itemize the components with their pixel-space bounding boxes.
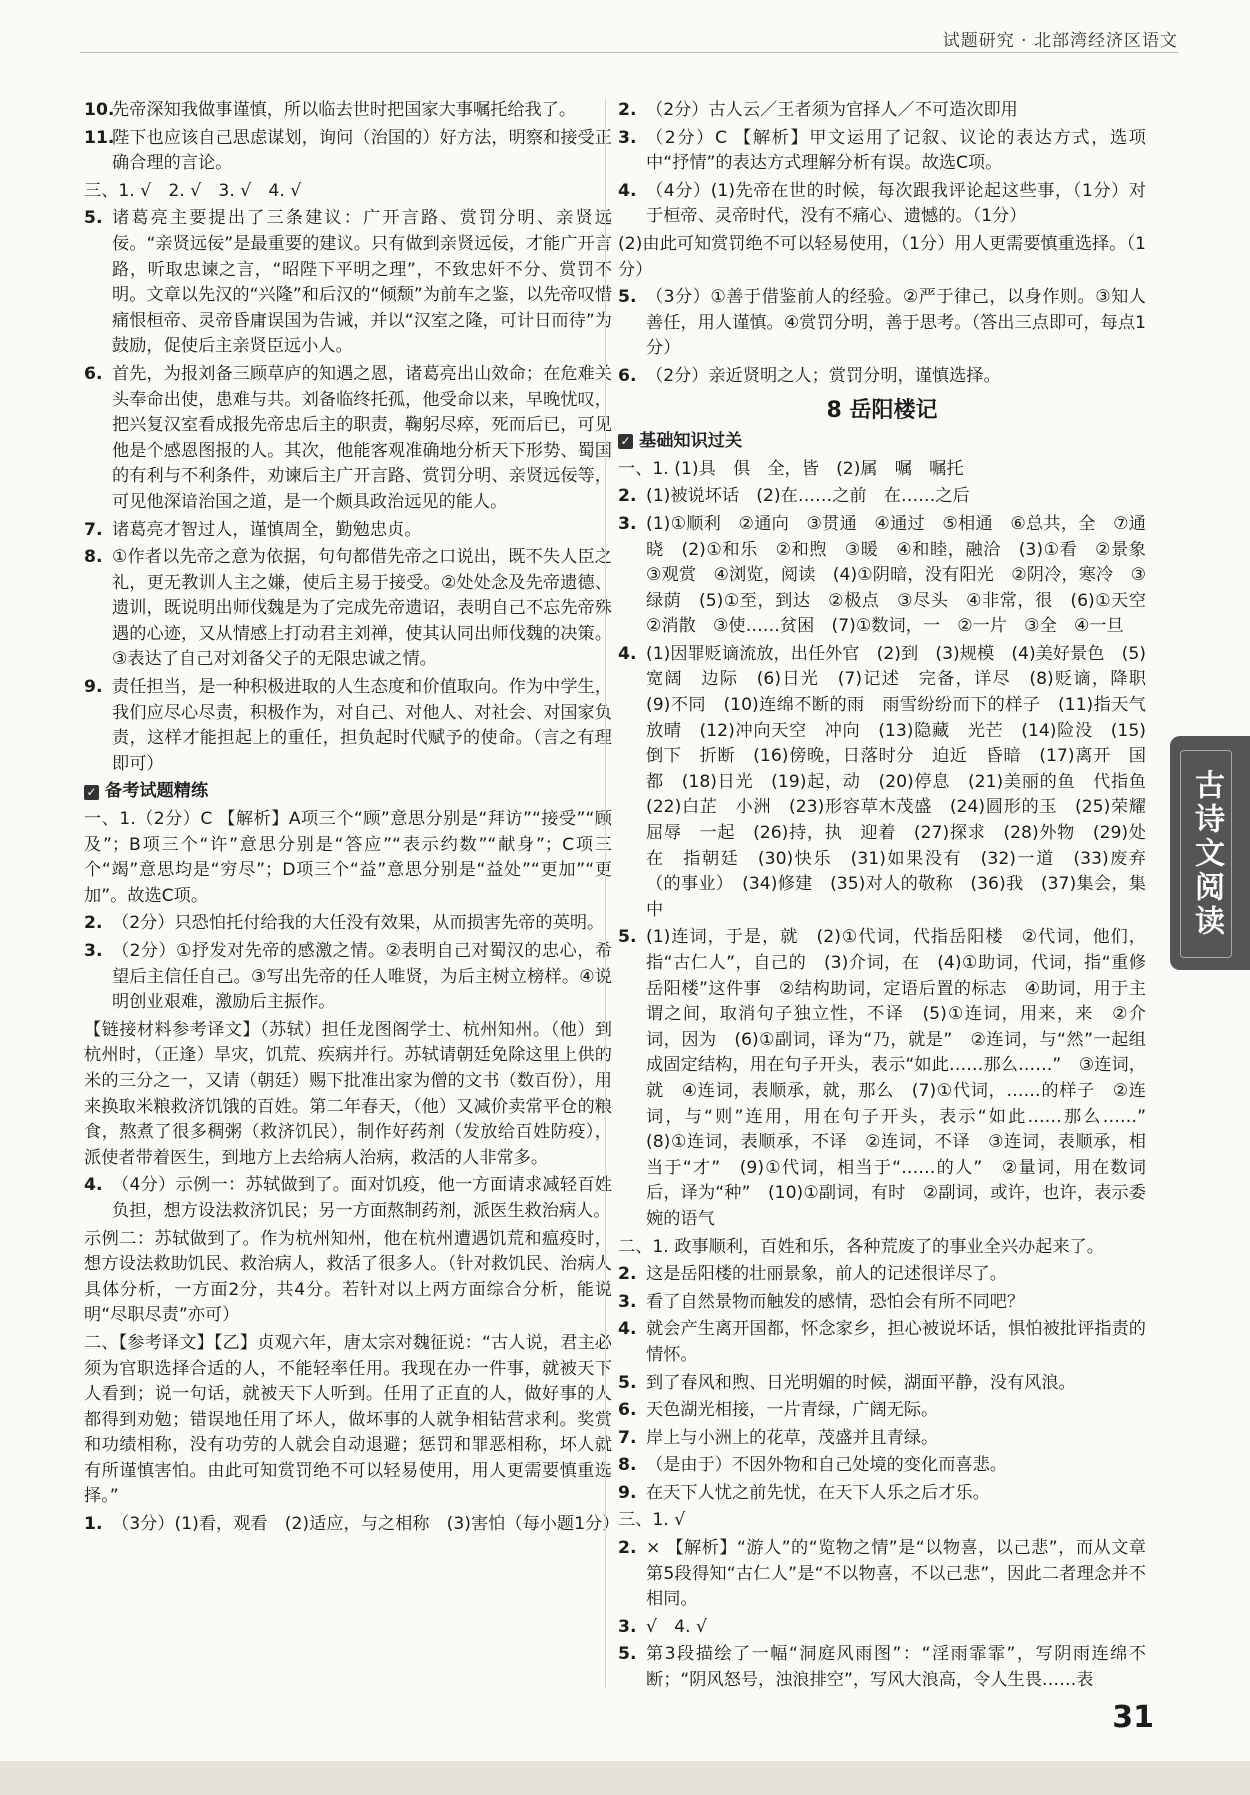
item-text: 一、1. (1)具 俱 全，皆 (2)属 嘱 嘱托 bbox=[618, 458, 964, 479]
answer-item bbox=[618, 1426, 1146, 1452]
item-number: 3. bbox=[618, 1616, 637, 1637]
answer-item bbox=[618, 364, 1146, 390]
item-text: 【链接材料参考译文】（苏轼）担任龙图阁学士、杭州知州。（他）到杭州时，（正逢）旱灾，饥荒、疾病并行。苏轼请朝廷免除这里上供的米的三分之一，又请（朝廷）赐下批准出家为僧的文书（数百份），用来换取米粮救济饥饿的百姓。第二年春天，（他）又减价卖常平仓的粮食，熬煮了很多稠粥（救济饥民），制作好药剂（发放给百姓防疫），派使者带着医生，到地方上去给病人治病，救活的人非常多。 bbox=[84, 1019, 612, 1168]
answer-item bbox=[618, 1398, 1146, 1424]
item-text: 第3段描绘了一幅“洞庭风雨图”：“淫雨霏霏”，写阴雨连绵不断；“阴风怒号，浊浪排空”，写风大浪高，令人生畏……表 bbox=[646, 1644, 1146, 1691]
item-text: （2分）只恐怕托付给我的大任没有效果，从而损害先帝的英明。 bbox=[112, 913, 605, 934]
answer-item bbox=[84, 939, 612, 1016]
section-subheading bbox=[84, 779, 612, 805]
item-number: 4. bbox=[618, 643, 637, 664]
item-text: （4分）(1)先帝在世的时候，每次跟我评论起这些事，（1分）对于桓帝、灵帝时代，没有不痛心、遗憾的。（1分） bbox=[646, 180, 1146, 227]
item-text: 示例二：苏轼做到了。作为杭州知州，他在杭州遭遇饥荒和瘟疫时，想方设法救助饥民、救治病人，救活了很多人。（针对救饥民、治病人具体分析，一方面2分，共4分。若针对以上两方面综合分析，能说明“尽职尽责”亦可） bbox=[84, 1228, 612, 1326]
answer-item bbox=[618, 179, 1146, 230]
item-text: 陛下也应该自己思虑谋划，询问（治国的）好方法，明察和接受正确合理的言论。 bbox=[112, 127, 612, 174]
item-number: 6. bbox=[84, 363, 103, 384]
answer-item bbox=[618, 925, 1164, 1232]
item-text: 先帝深知我做事谨慎，所以临去世时把国家大事嘱托给我了。 bbox=[112, 100, 577, 120]
item-text: 首先，为报刘备三顾草庐的知遇之恩，诸葛亮出山效命；在危难关头奉命出使，患难与共。刘备临终托孤，他受命以来，早晚忧叹，把兴复汉室看成报先帝忠后主的职责，鞠躬尽瘁，死而后已，可见他是个感恩图报的人。其次，他能客观准确地分析天下形势、蜀国的有利与不利条件，劝谏后主广开言路、赏罚分明、亲贤远佞等，可见他深谙治国之道，是一个颇具政治远见的能人。 bbox=[112, 363, 612, 512]
item-number: 3. bbox=[618, 1291, 637, 1312]
item-text: 一、1.（2分）C 【解析】A项三个“顾”意思分别是“拜访”“接受”“顾及”；B项三个“许”意思分别是“答应”“表示约数”“献身”；C项三个“竭”意思均是“穷尽”；D项三个“益”意思分别是“益处”“更加”“更加”。故选C项。 bbox=[84, 809, 612, 906]
item-number: 5. bbox=[618, 1372, 637, 1393]
item-number: 5. bbox=[618, 1644, 637, 1665]
section-subheading bbox=[618, 429, 1146, 455]
left-column bbox=[84, 98, 620, 1540]
item-text: (1)①顺利 ②通向 ③贯通 ④通过 ⑤相通 ⑥总共，全 ⑦通晓 (2)①和乐 ②和煦 ③暖 ④和睦，融洽 (3)①看 ②景象 ③观赏 ④浏览，阅读 (4)①阴暗，没有阳光 ②阴冷，寒冷 ③绿荫 (5)①至，到达 ②极点 ③尽头 ④非常，很 (6)①天空 ②消散 ③使……贫困 (7)①数词，一 ②一片 ③全 ④一旦 bbox=[646, 513, 1164, 637]
item-number: 2. bbox=[618, 1264, 637, 1285]
item-text: 就会产生离开国都，怀念家乡，担心被说坏话，惧怕被批评指责的情怀。 bbox=[646, 1319, 1146, 1365]
item-number: 4. bbox=[618, 180, 637, 201]
item-text: 在天下人忧之前先忧，在天下人乐之后才乐。 bbox=[646, 1482, 990, 1503]
item-number: 3. bbox=[618, 513, 637, 534]
answer-item bbox=[84, 179, 612, 205]
item-text: （4分）示例一：苏轼做到了。面对饥疫，他一方面请求减轻百姓负担，想方设法救济饥民；另一方面熬制药剂，派医生救治病人。 bbox=[112, 1175, 612, 1221]
header-rule bbox=[80, 52, 1178, 53]
answer-item bbox=[618, 484, 1146, 510]
item-number: 5. bbox=[618, 927, 637, 948]
item-text: √ 4. √ bbox=[646, 1616, 707, 1637]
answer-item bbox=[618, 126, 1146, 177]
item-text: × 【解析】“游人”的“览物之情”是“以物喜，以己悲”，而从文章第5段得知“古仁人”是“不以物喜，不以己悲”，因此二者理念并不相同。 bbox=[646, 1538, 1146, 1610]
item-number: 8. bbox=[84, 547, 103, 568]
answer-item bbox=[84, 1227, 612, 1329]
item-text: (1)连词，于是，就 (2)①代词，代指岳阳楼 ②代词，他们，指“古仁人”，自己的 (3)介词，在 (4)①助词，代词，指“重修岳阳楼”这件事 ②结构助词，定语后置的标志 ④助词，用于主谓之间，取消句子独立性，不译 (5)①连词，用来，来 ②介词，因为 (6)①副词，译为“乃，就是” ②连词，与“然”一起组成固定结构，用在句子开头，表示“如此……那么……” ③连词，就 ④连词，表顺承，就，那么 (7)①代词，……的样子 ②连词，与“则”连用，用在句子开头，表示“如此……那么……” (8)①连词，表顺承，不译 ②连词，不译 ③连词，表顺承，相当于“才” (9)①代词，相当于“……的人” ②量词，用在数词后，译为“种” (10)①副词，有时 ②副词，或许，也许，表示委婉的语气 bbox=[646, 927, 1164, 1229]
item-text: ①作者以先帝之意为依据，句句都借先帝之口说出，既不失人臣之礼，更无教训人主之嫌，使后主易于接受。②处处念及先帝遗德、遗训，既说明出师伐魏是为了完成先帝遗诏，表明自己不忘先帝殊遇的心迹，又从情感上打动君主刘禅，使其认同出师伐魏的决策。③表达了自己对刘备父子的无限忠诚之情。 bbox=[112, 547, 612, 670]
answer-item bbox=[84, 518, 612, 544]
answer-item bbox=[84, 98, 612, 124]
answer-item bbox=[618, 642, 1164, 924]
answer-item bbox=[618, 1642, 1146, 1693]
item-text: (2)由此可知赏罚绝不可以轻易使用，（1分）用人更需要慎重选择。（1分） bbox=[618, 233, 1146, 280]
item-number: 4. bbox=[84, 1175, 103, 1196]
item-number: 2. bbox=[84, 913, 103, 934]
answer-item bbox=[84, 1512, 620, 1538]
item-text: （2分）亲近贤明之人；赏罚分明，谨慎选择。 bbox=[646, 365, 1001, 386]
item-text: （2分）古人云／王者须为官择人／不可造次即用 bbox=[646, 100, 1018, 120]
answer-item bbox=[618, 1508, 1146, 1534]
item-text: 诸葛亮主要提出了三条建议：广开言路、赏罚分明、亲贤远佞。“亲贤远佞”是最重要的建议。只有做到亲贤远佞，才能广开言路，听取忠谏之言，“昭陛下平明之理”，不致忠奸不分、赏罚不明。文章以先汉的“兴隆”和后汉的“倾颓”为前车之鉴，以先帝叹惜痛恨桓帝、灵帝昏庸误国为告诫，并以“汉室之隆，可计日而待”为鼓励，促使后主亲贤臣远小人。 bbox=[112, 208, 612, 357]
item-text: 看了自然景物而触发的感情，恐怕会有所不同吧？ bbox=[646, 1291, 1025, 1312]
subheading-text: 基础知识过关 bbox=[639, 431, 743, 452]
item-text: 到了春风和煦、日光明媚的时候，湖面平静，没有风浪。 bbox=[646, 1372, 1076, 1393]
answer-item bbox=[84, 362, 612, 516]
item-text: (1)被说坏话 (2)在……之前 在……之后 bbox=[646, 486, 970, 507]
item-text: 天色湖光相接，一片青绿，广阔无际。 bbox=[646, 1400, 939, 1421]
answer-item bbox=[618, 1371, 1146, 1397]
item-number: 4. bbox=[618, 1319, 637, 1340]
item-text: 三、1. √ bbox=[618, 1510, 686, 1531]
answer-item bbox=[84, 807, 612, 909]
item-number: 9. bbox=[84, 677, 103, 698]
subheading-text: 备考试题精练 bbox=[105, 781, 209, 802]
answer-item bbox=[84, 1331, 612, 1510]
right-column bbox=[618, 98, 1164, 1696]
item-text: (1)因罪贬谪流放，出任外官 (2)到 (3)规模 (4)美好景色 (5)宽阔 边际 (6)日光 (7)记述 完备，详尽 (8)贬谪，降职 (9)不同 (10)连绵不断的雨 雨雪纷纷而下的样子 (11)指天气放晴 (12)冲向天空 冲向 (13)隐藏 光芒 (14)险没 (15)倒下 折断 (16)傍晚，日落时分 迫近 昏暗 (17)离开 国都 (18)日光 (19)起，动 (20)停息 (21)美丽的鱼 代指鱼 (22)白芷 小洲 (23)形容草木茂盛 (24)圆形的玉 (25)荣耀 屈辱 一起 (26)持，执 迎着 (27)探求 (28)外物 (29)处在 指朝廷 (30)快乐 (31)如果没有 (32)一道 (33)废弃（的事业） (34)修建 (35)对人的敬称 (36)我 (37)集会，集中 bbox=[646, 643, 1164, 920]
answer-item bbox=[618, 1536, 1146, 1613]
footer-strip bbox=[0, 1761, 1250, 1795]
item-text: 这是岳阳楼的壮丽景象，前人的记述很详尽了。 bbox=[646, 1264, 1007, 1285]
item-number: 2. bbox=[618, 1538, 637, 1559]
item-number: 7. bbox=[84, 519, 103, 540]
item-text: （3分）①善于借鉴前人的经验。②严于律己，以身作则。③知人善任，用人谨慎。④赏罚分明，善于思考。（答出三点即可，每点1分） bbox=[646, 287, 1146, 359]
item-number: 7. bbox=[618, 1427, 637, 1448]
item-number: 9. bbox=[618, 1482, 637, 1503]
column-divider bbox=[605, 98, 606, 1688]
answer-item bbox=[84, 126, 612, 177]
answer-item bbox=[618, 1317, 1146, 1368]
answer-item bbox=[618, 1481, 1146, 1507]
answer-item bbox=[84, 1173, 612, 1224]
item-text: 责任担当，是一种积极进取的人生态度和价值取向。作为中学生，我们应尽心尽责，积极作为，对自己、对他人、对社会、对国家负责，这样才能担起上的重任，担负起时代赋予的使命。（言之有理即可） bbox=[112, 677, 612, 774]
item-text: 诸葛亮才智过人，谨慎周全，勤勉忠贞。 bbox=[112, 519, 422, 540]
answer-item bbox=[618, 1615, 1146, 1641]
page-header: 试题研究 · 北部湾经济区语文 bbox=[942, 31, 1178, 51]
item-text: （2分）①抒发对先帝的感激之情。②表明自己对蜀汉的忠心，希望后主信任自己。③写出先帝的任人唯贤，为后主树立榜样。④说明创业艰难，激励后主振作。 bbox=[112, 941, 612, 1013]
answer-item bbox=[84, 675, 612, 777]
item-number: 2. bbox=[618, 100, 637, 120]
answer-item bbox=[618, 457, 1146, 483]
item-number: 5. bbox=[618, 287, 637, 308]
answer-item bbox=[618, 1290, 1146, 1316]
item-text: 二、【参考译文】【乙】贞观六年，唐太宗对魏征说：“古人说，君主必须为官职选择合适的人，不能轻率任用。我现在办一件事，就被天下人看到；说一句话，就被天下人听到。任用了正直的人，做好事的人都得到劝勉；错误地任用了坏人，做坏事的人就争相钻营求利。奖赏和功绩相称，没有功劳的人就会自动退避；惩罚和罪恶相称，坏人就有所谨慎害怕。由此可知赏罚绝不可以轻易使用，用人更需要慎重选择。” bbox=[84, 1332, 612, 1507]
answer-item bbox=[618, 1453, 1146, 1479]
item-text: （2分）C 【解析】甲文运用了记叙、议论的表达方式，选项中“抒情”的表达方式理解分析有误。故选C项。 bbox=[646, 127, 1146, 174]
answer-item bbox=[618, 285, 1146, 362]
answer-item bbox=[618, 98, 1146, 124]
item-number: 8. bbox=[618, 1455, 637, 1476]
answer-item bbox=[618, 1262, 1146, 1288]
answer-item bbox=[84, 545, 612, 673]
item-number: 5. bbox=[84, 208, 103, 229]
answer-item bbox=[618, 1235, 1146, 1261]
item-number: 11. bbox=[84, 127, 115, 148]
item-number: 10. bbox=[84, 100, 115, 120]
answer-item bbox=[618, 232, 1146, 283]
section-tab bbox=[1170, 736, 1250, 970]
answer-item bbox=[84, 206, 612, 360]
item-number: 6. bbox=[618, 1400, 637, 1421]
item-number: 3. bbox=[84, 941, 103, 961]
item-number: 3. bbox=[618, 127, 637, 148]
answer-item bbox=[84, 1018, 612, 1172]
item-number: 2. bbox=[618, 486, 637, 507]
answer-item bbox=[618, 512, 1164, 640]
section-tab-label: 古诗文阅读 bbox=[1180, 750, 1232, 958]
item-text: 二、1. 政事顺利，百姓和乐，各种荒废了的事业全兴办起来了。 bbox=[618, 1236, 1104, 1257]
checkbox-icon: ✓ bbox=[618, 434, 633, 449]
item-text: （3分）(1)看，观看 (2)适应，与之相称 (3)害怕（每小题1分） bbox=[112, 1514, 620, 1535]
item-text: （是由于）不因外物和自己处境的变化而喜悲。 bbox=[646, 1455, 1007, 1476]
page-number: 31 bbox=[1112, 1700, 1154, 1735]
answer-item bbox=[84, 911, 612, 937]
lesson-title: 8 岳阳楼记 bbox=[826, 397, 938, 423]
item-number: 1. bbox=[84, 1514, 103, 1535]
item-number: 6. bbox=[618, 365, 637, 386]
checkbox-icon: ✓ bbox=[84, 785, 99, 800]
item-text: 三、1. √ 2. √ 3. √ 4. √ bbox=[84, 180, 302, 201]
item-text: 岸上与小洲上的花草，茂盛并且青绿。 bbox=[646, 1427, 939, 1448]
